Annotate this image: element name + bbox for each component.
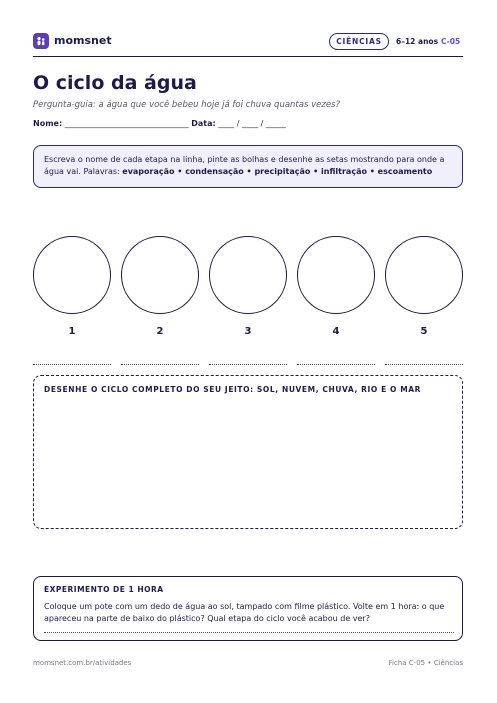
stage-answer-line-4[interactable] — [297, 364, 375, 365]
stage-number-4: 4 — [332, 326, 340, 337]
page-title: O ciclo da água — [33, 72, 197, 94]
experiment-text: Coloque um pote com um dedo de água ao sol, tampado com filme plástico. Volte em 1 hora: o que apareceu na parte de baixo do plástico? Qual etapa do ciclo você acabou de ver? — [44, 602, 445, 623]
stage-bubble-5[interactable] — [385, 236, 463, 314]
experiment-title: EXPERIMENTO DE 1 HORA — [44, 585, 164, 594]
stage-number-1: 1 — [68, 326, 76, 337]
date-blank: ____ / ____ / _____ — [215, 119, 286, 128]
experiment-answer-line[interactable] — [44, 632, 454, 633]
drawing-area[interactable] — [33, 375, 463, 529]
subject-badge: CIÊNCIAS — [329, 33, 389, 50]
stage-answer-line-3[interactable] — [209, 364, 287, 365]
stage-bubble-3[interactable] — [209, 236, 287, 314]
name-label: Nome: — [33, 119, 63, 128]
instruction-text: Escreva o nome de cada etapa na linha, pinte as bolhas e desenhe as setas mostrando para onde a água vai. Palavras: — [44, 155, 445, 176]
guiding-question: Pergunta-guia: a água que você bebeu hoje já foi chuva quantas vezes? — [33, 100, 340, 110]
brand-name: momsnet — [54, 34, 112, 47]
sheet-code: C-05 — [441, 37, 461, 46]
family-icon — [35, 35, 47, 47]
header-divider — [33, 56, 463, 57]
stage-number-5: 5 — [420, 326, 428, 337]
footer-url: momsnet.com.br/atividades — [33, 659, 132, 667]
age-range: 6–12 anos — [396, 37, 439, 46]
name-blank: _______________________________ — [62, 119, 192, 128]
stage-answer-line-5[interactable] — [385, 364, 463, 365]
footer-sheet-info: Ficha C-05 • Ciências — [388, 659, 463, 667]
stage-bubble-2[interactable] — [121, 236, 199, 314]
drawing-area-label: DESENHE O CICLO COMPLETO DO SEU JEITO: SOL, NUVEM, CHUVA, RIO E O MAR — [44, 385, 422, 394]
stage-number-3: 3 — [244, 326, 252, 337]
stage-bubble-1[interactable] — [33, 236, 111, 314]
brand-logo — [33, 33, 49, 49]
stage-bubble-4[interactable] — [297, 236, 375, 314]
stage-answer-line-2[interactable] — [121, 364, 199, 365]
date-label: Data: — [191, 119, 216, 128]
stage-answer-line-1[interactable] — [33, 364, 111, 365]
instruction-box — [33, 145, 463, 188]
stage-number-2: 2 — [156, 326, 164, 337]
instruction-words: evaporação • condensação • precipitação • infiltração • escoamento — [122, 167, 433, 176]
name-date-line — [33, 118, 286, 130]
